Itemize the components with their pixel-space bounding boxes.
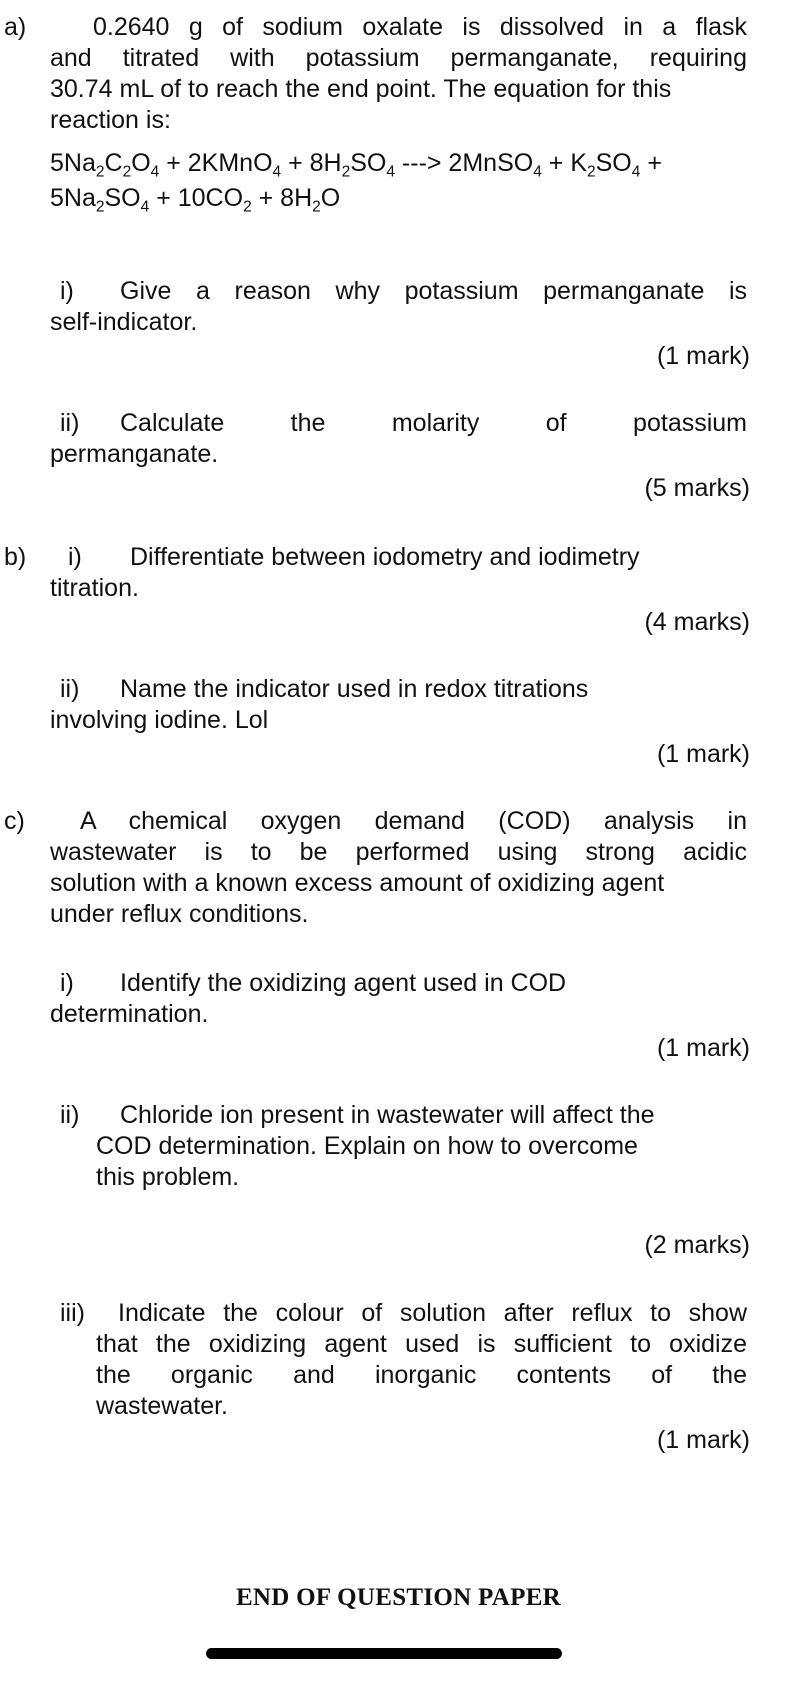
question-c-iii-line-1: Indicate the colour of solution after reflux to show (118, 1299, 747, 1327)
question-c-iii-line-2: that the oxidizing agent used is sufficient to oxidize (96, 1330, 747, 1358)
question-a-ii-line-1: Calculate the molarity of potassium (120, 409, 747, 437)
question-a-i-line-2: self-indicator. (50, 308, 198, 336)
question-b-i-line-2: titration. (50, 574, 139, 602)
question-c-iii-marks: (1 mark) (656, 1426, 750, 1454)
question-c-i-line-1: Identify the oxidizing agent used in COD (120, 969, 567, 997)
question-b-label: b) (4, 543, 27, 571)
question-c-line-3: solution with a known excess amount of oxidizing agent (50, 869, 665, 897)
question-a-i-line-1: Give a reason why potassium permanganate is (120, 277, 747, 305)
question-c-ii-line-1: Chloride ion present in wastewater will affect the (120, 1101, 655, 1129)
question-c-label: c) (4, 807, 25, 835)
question-a-label: a) (4, 13, 27, 41)
question-a-line-1: 0.2640 g of sodium oxalate is dissolved in a flask (93, 13, 747, 41)
question-b-ii-line-1: Name the indicator used in redox titrations (120, 675, 589, 703)
question-b-ii-marks: (1 mark) (656, 740, 750, 768)
question-c-ii-marks: (2 marks) (644, 1231, 750, 1259)
question-a-ii-label: ii) (60, 409, 80, 437)
question-b-ii-label: ii) (60, 675, 80, 703)
question-c-ii-line-3: this problem. (96, 1163, 240, 1191)
reaction-equation-line-1: $5Na_2C_2O_4$ + 2KMnO$_4$ + $8H_2SO_4$ ---> 2MnSO$_4$ + $K_2SO_4$ + (50, 149, 662, 181)
question-c-ii-line-2: COD determination. Explain on how to overcome (96, 1132, 638, 1160)
question-c-line-2: wastewater is to be performed using strong acidic (50, 838, 747, 866)
question-b-i-label: i) (68, 543, 82, 571)
question-b-i-marks: (4 marks) (644, 608, 750, 636)
question-a-i-marks: (1 mark) (656, 342, 750, 370)
question-a-i-label: i) (60, 277, 74, 305)
question-a-line-3: 30.74 mL of to reach the end point. The equation for this (50, 75, 672, 103)
question-c-i-label: i) (60, 969, 74, 997)
question-c-line-4: under reflux conditions. (50, 900, 309, 928)
home-indicator-bar[interactable] (206, 1648, 562, 1659)
question-b-ii-line-2: involving iodine. Lol (50, 706, 269, 734)
question-a-ii-line-2: permanganate. (50, 440, 219, 468)
question-a-ii-marks: (5 marks) (644, 474, 750, 502)
question-c-iii-label: iii) (60, 1299, 85, 1327)
reaction-equation-line-2: $5Na_2SO_4 + 10CO_2 + 8H_2O$ (50, 184, 341, 216)
question-c-ii-label: ii) (60, 1101, 80, 1129)
question-c-iii-line-4: wastewater. (96, 1392, 229, 1420)
question-c-line-1: A chemical oxygen demand (COD) analysis in (80, 807, 747, 835)
question-b-i-line-1: Differentiate between iodometry and iodimetry (130, 543, 640, 571)
question-c-iii-line-3: the organic and inorganic contents of the (96, 1361, 747, 1389)
question-c-i-line-2: determination. (50, 1000, 209, 1028)
question-a-line-2: and titrated with potassium permanganate, requiring (50, 44, 747, 72)
question-a-line-4: reaction is: (50, 106, 171, 134)
end-of-paper-heading: END OF QUESTION PAPER (235, 1584, 562, 1611)
question-c-i-marks: (1 mark) (656, 1034, 750, 1062)
